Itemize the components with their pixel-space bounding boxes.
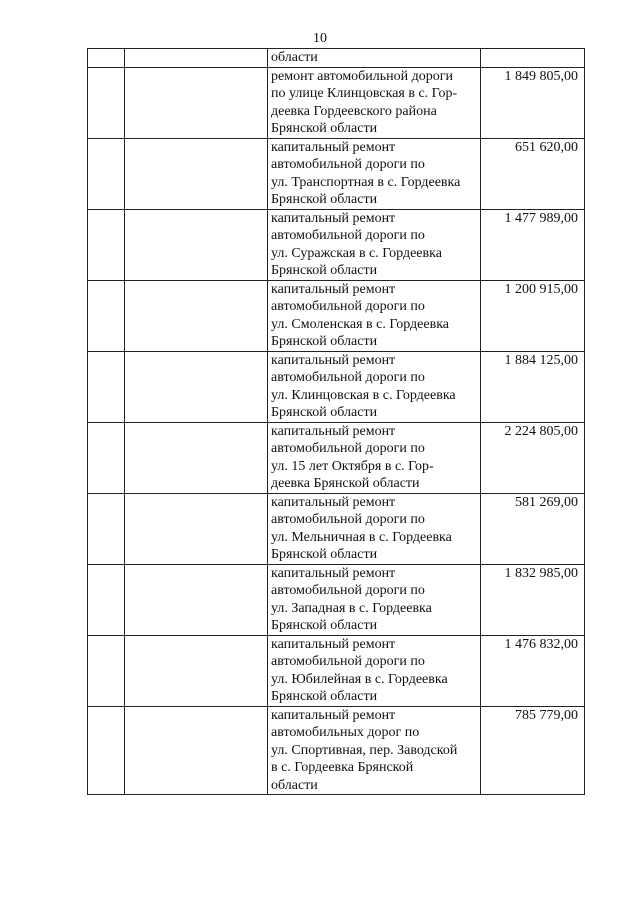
- description-line: Брянской области: [271, 405, 378, 420]
- description-line: области: [271, 50, 318, 65]
- description-line: Брянской области: [271, 689, 378, 704]
- description-line: деевка Гордеевского района: [271, 103, 437, 119]
- table-row: [88, 209, 585, 280]
- budget-table: [87, 48, 585, 795]
- budget-table-body: [88, 49, 585, 795]
- row-recipient-cell: [125, 706, 268, 795]
- row-amount: 1 884 125,00: [504, 352, 578, 368]
- description-line: ул. Смоленская в с. Гордеевка: [271, 316, 450, 332]
- row-amount: 651 620,00: [515, 139, 578, 155]
- description-line: капитальный ремонт: [271, 494, 396, 510]
- description-line: Брянской области: [271, 334, 378, 349]
- description-line: ул. Клинцовская в с. Гордеевка: [271, 387, 456, 403]
- row-recipient-cell: [125, 209, 268, 280]
- table-row: [88, 351, 585, 422]
- row-amount: 1 477 989,00: [504, 210, 578, 226]
- row-recipient-cell: [125, 67, 268, 138]
- row-index-cell: [88, 564, 125, 635]
- description-line: деевка Брянской области: [271, 476, 420, 491]
- description-line: капитальный ремонт: [271, 139, 396, 155]
- row-amount-cell: [481, 706, 585, 795]
- description-line: автомобильных дорог по: [271, 725, 420, 740]
- row-amount-cell: [481, 49, 585, 68]
- row-amount-cell: [481, 564, 585, 635]
- table-row: [88, 635, 585, 706]
- table-row: [88, 67, 585, 138]
- row-index-cell: [88, 493, 125, 564]
- description-line: капитальный ремонт: [271, 210, 396, 226]
- description-line: ул. Западная в с. Гордеевка: [271, 600, 432, 616]
- description-line: в с. Гордеевка Брянской: [271, 760, 414, 775]
- row-description-cell: [268, 564, 481, 635]
- row-recipient-cell: [125, 564, 268, 635]
- row-index-cell: [88, 351, 125, 422]
- row-amount: 581 269,00: [515, 494, 578, 510]
- row-description-cell: [268, 49, 481, 68]
- row-description: [268, 210, 480, 280]
- row-description: [268, 281, 480, 351]
- description-line: Брянской области: [271, 121, 378, 136]
- row-amount: 1 832 985,00: [504, 565, 578, 581]
- description-line: ул. 15 лет Октября в с. Гор-: [271, 458, 434, 474]
- description-line: капитальный ремонт: [271, 281, 396, 297]
- row-description: [268, 565, 480, 635]
- row-index-cell: [88, 422, 125, 493]
- row-amount-cell: [481, 280, 585, 351]
- description-line: по улице Клинцовская в с. Гор-: [271, 86, 458, 101]
- row-description: [268, 49, 480, 67]
- description-line: капитальный ремонт: [271, 707, 396, 723]
- row-amount: 1 849 805,00: [504, 68, 578, 84]
- row-amount: 1 200 915,00: [504, 281, 578, 297]
- description-line: ул. Суражская в с. Гордеевка: [271, 245, 442, 261]
- row-description: [268, 636, 480, 706]
- row-description-cell: [268, 706, 481, 795]
- row-description: [268, 139, 480, 209]
- table-row: [88, 422, 585, 493]
- table-row: [88, 280, 585, 351]
- row-index-cell: [88, 635, 125, 706]
- row-amount-cell: [481, 138, 585, 209]
- row-index-cell: [88, 67, 125, 138]
- description-line: капитальный ремонт: [271, 565, 396, 581]
- row-description: [268, 494, 480, 564]
- row-amount-cell: [481, 67, 585, 138]
- row-amount: 785 779,00: [515, 707, 578, 723]
- description-line: области: [271, 777, 318, 793]
- row-amount-cell: [481, 493, 585, 564]
- description-line: автомобильной дороги по: [271, 583, 425, 598]
- row-recipient-cell: [125, 138, 268, 209]
- row-amount: 1 476 832,00: [504, 636, 578, 652]
- row-description-cell: [268, 138, 481, 209]
- row-recipient-cell: [125, 351, 268, 422]
- table-row: [88, 49, 585, 68]
- description-line: Брянской области: [271, 547, 378, 562]
- row-description: [268, 352, 480, 422]
- row-amount-cell: [481, 422, 585, 493]
- description-line: капитальный ремонт: [271, 423, 396, 439]
- description-line: автомобильной дороги по: [271, 157, 425, 172]
- description-line: ремонт автомобильной дороги: [271, 68, 454, 84]
- description-line: Брянской области: [271, 263, 378, 278]
- row-description-cell: [268, 67, 481, 138]
- row-description: [268, 68, 480, 138]
- description-line: автомобильной дороги по: [271, 512, 425, 527]
- row-index-cell: [88, 138, 125, 209]
- description-line: автомобильной дороги по: [271, 441, 425, 456]
- row-index-cell: [88, 49, 125, 68]
- table-row: [88, 138, 585, 209]
- row-index-cell: [88, 209, 125, 280]
- description-line: ул. Транспортная в с. Гордеевка: [271, 174, 461, 190]
- row-recipient-cell: [125, 493, 268, 564]
- row-recipient-cell: [125, 422, 268, 493]
- description-line: ул. Мельничная в с. Гордеевка: [271, 529, 452, 545]
- description-line: капитальный ремонт: [271, 636, 396, 652]
- row-description: [268, 423, 480, 493]
- row-amount: 2 224 805,00: [504, 423, 578, 439]
- description-line: автомобильной дороги по: [271, 299, 425, 314]
- row-description-cell: [268, 209, 481, 280]
- row-description-cell: [268, 351, 481, 422]
- row-index-cell: [88, 280, 125, 351]
- row-amount-cell: [481, 209, 585, 280]
- row-recipient-cell: [125, 49, 268, 68]
- description-line: Брянской области: [271, 618, 378, 633]
- table-row: [88, 493, 585, 564]
- row-description-cell: [268, 635, 481, 706]
- description-line: капитальный ремонт: [271, 352, 396, 368]
- description-line: ул. Спортивная, пер. Заводской: [271, 742, 458, 758]
- row-description-cell: [268, 280, 481, 351]
- description-line: автомобильной дороги по: [271, 228, 425, 243]
- description-line: автомобильной дороги по: [271, 654, 425, 669]
- row-description-cell: [268, 422, 481, 493]
- row-recipient-cell: [125, 280, 268, 351]
- page-number: 10: [313, 31, 327, 46]
- description-line: Брянской области: [271, 192, 378, 207]
- row-amount-cell: [481, 635, 585, 706]
- row-description-cell: [268, 493, 481, 564]
- row-description: [268, 707, 480, 795]
- row-amount-cell: [481, 351, 585, 422]
- table-row: [88, 706, 585, 795]
- description-line: ул. Юбилейная в с. Гордеевка: [271, 671, 448, 687]
- table-row: [88, 564, 585, 635]
- row-index-cell: [88, 706, 125, 795]
- row-recipient-cell: [125, 635, 268, 706]
- description-line: автомобильной дороги по: [271, 370, 425, 385]
